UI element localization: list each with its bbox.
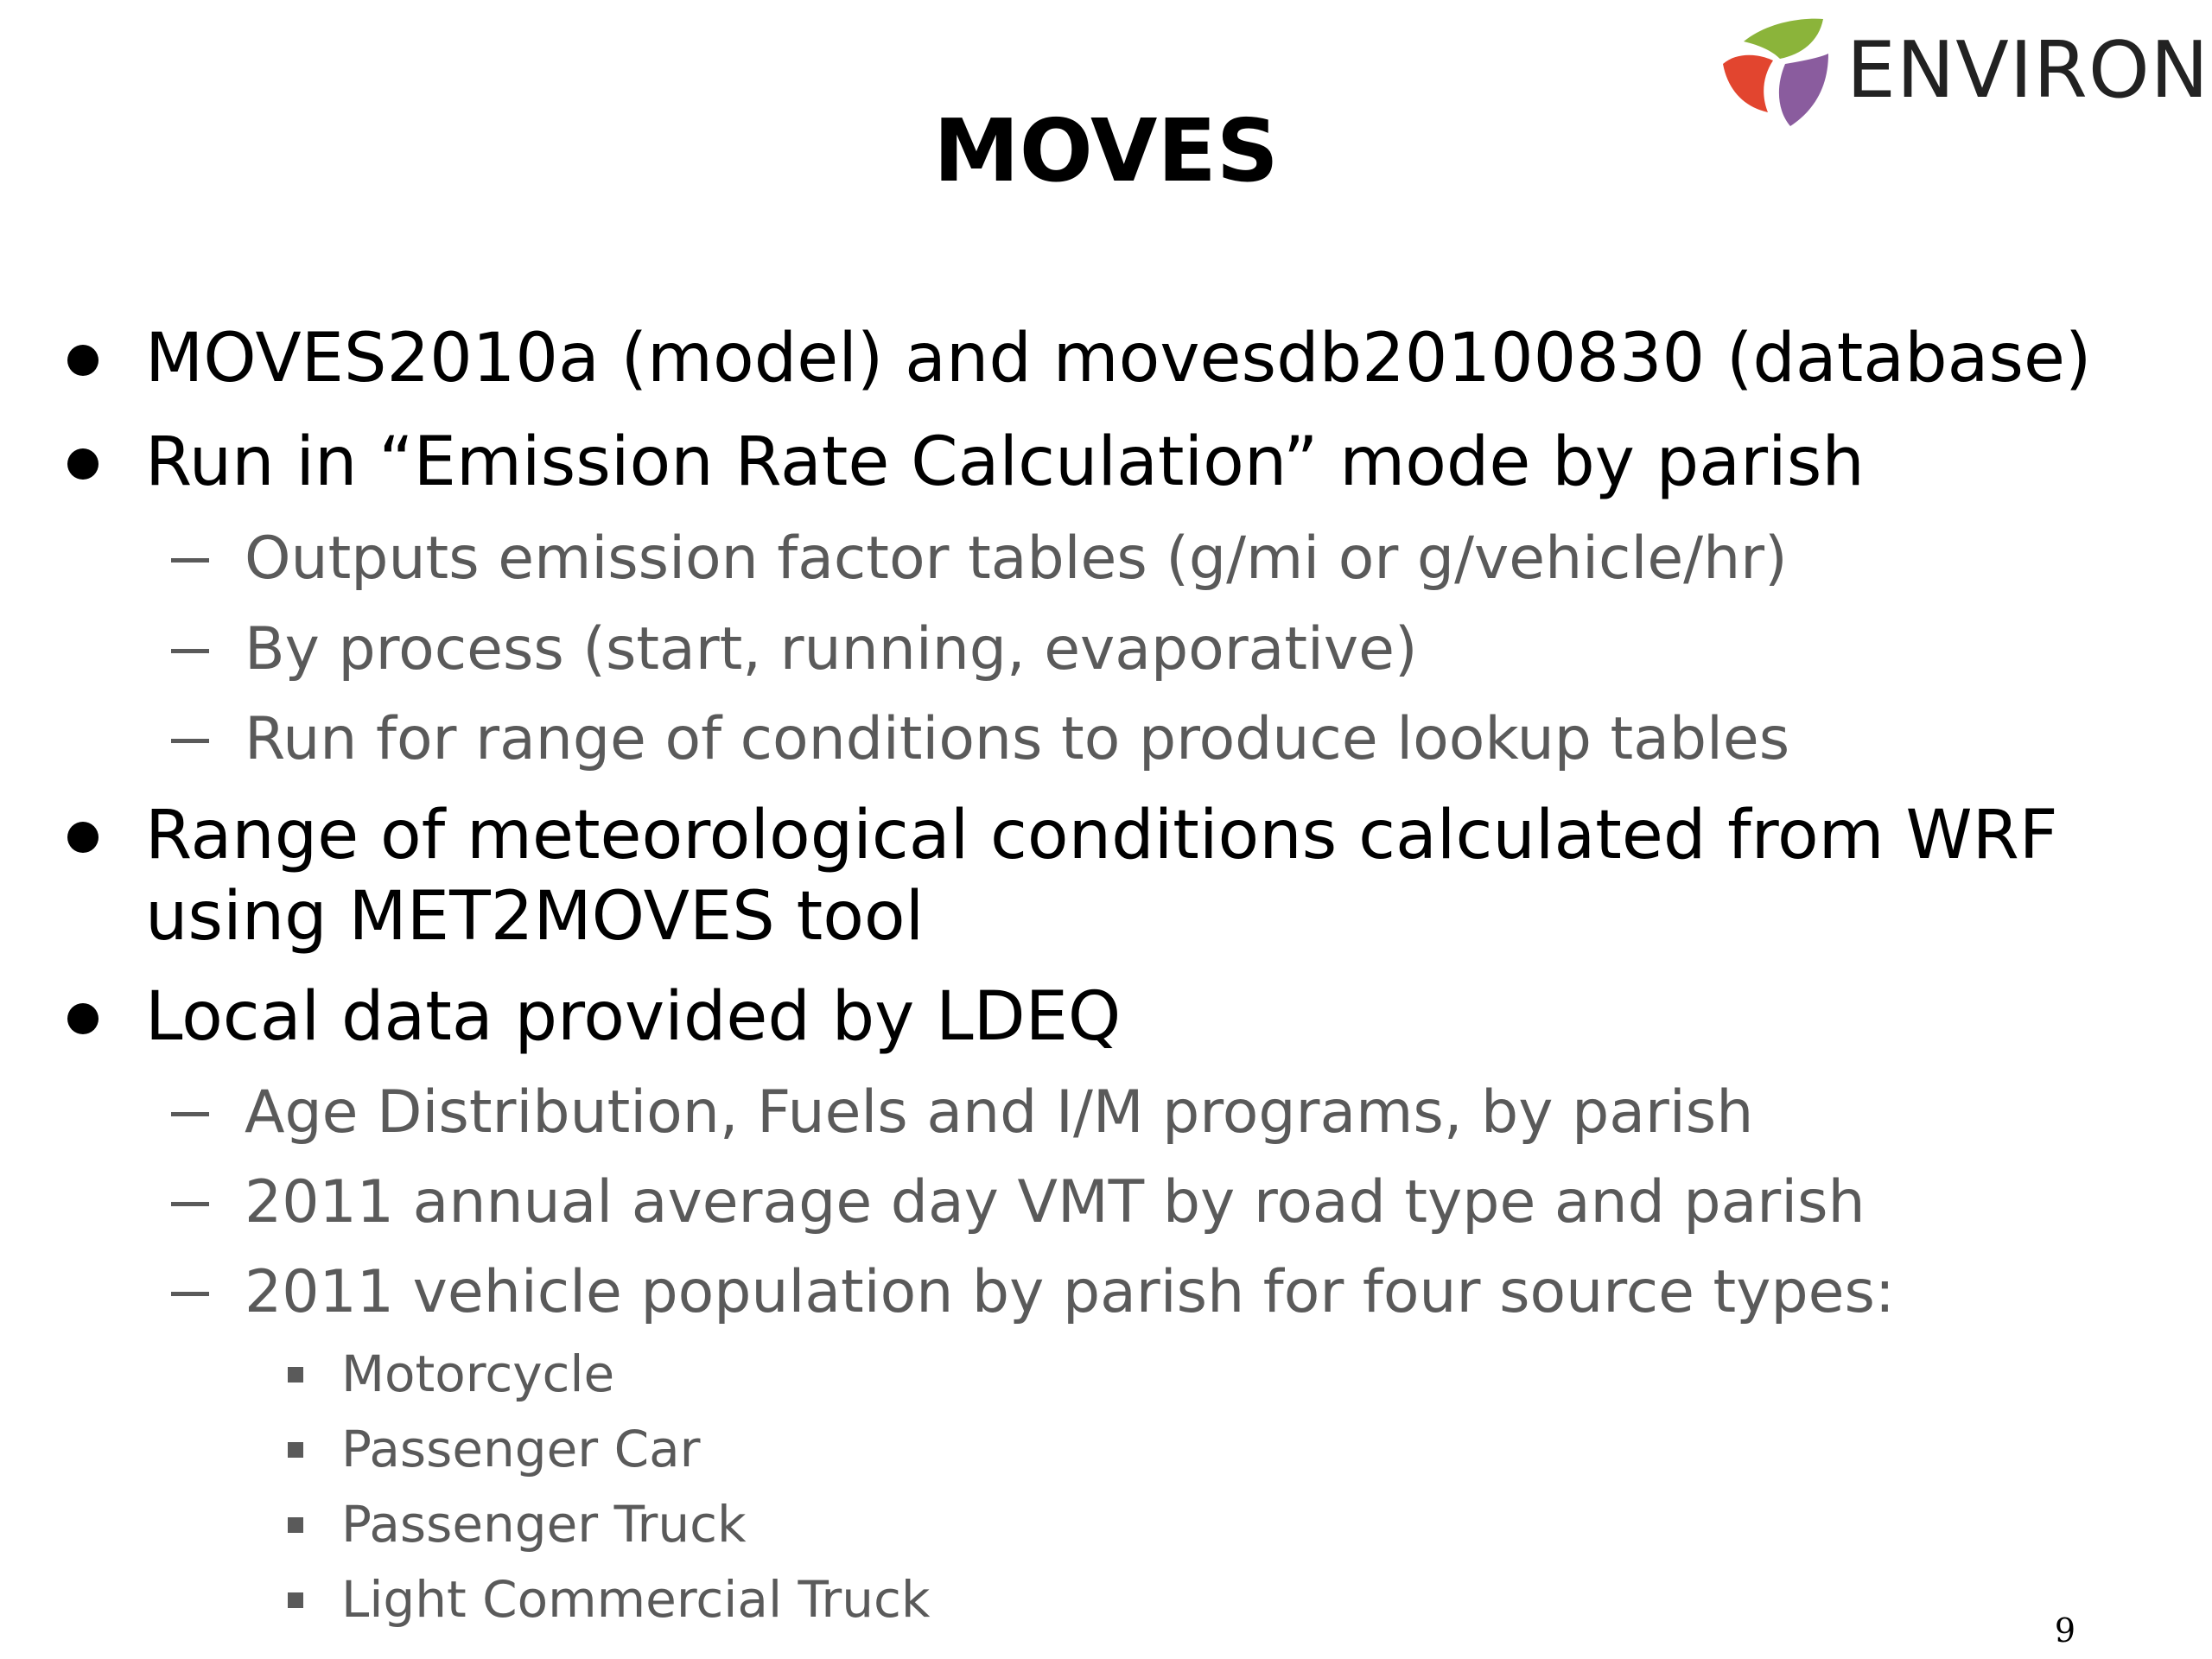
- dash-icon: [171, 1112, 209, 1116]
- sub-bullet-text: Age Distribution, Fuels and I/M programs, by parish: [245, 1078, 1754, 1147]
- source-type-text: Passenger Car: [341, 1420, 701, 1478]
- dash-icon: [171, 649, 209, 653]
- square-bullet-icon: [288, 1367, 303, 1382]
- sub-bullet-item: [245, 614, 2145, 685]
- sub-bullet-item: [245, 1257, 2145, 1328]
- dash-icon: [171, 1292, 209, 1296]
- dash-icon: [171, 739, 209, 743]
- sub-bullet-item: [245, 524, 2145, 594]
- sub-bullet-text: 2011 annual average day VMT by road type and parish: [245, 1168, 1866, 1236]
- dash-icon: [171, 1202, 209, 1206]
- bullet-text-line2: using MET2MOVES tool: [145, 878, 925, 956]
- source-type-text: Passenger Truck: [341, 1495, 747, 1554]
- bullet-dot-icon: [67, 822, 99, 853]
- sub-bullet-item: [245, 1077, 2145, 1148]
- source-type-item: [341, 1569, 1897, 1630]
- square-bullet-icon: [288, 1442, 303, 1458]
- bullet-item: [145, 422, 2133, 503]
- bullet-item: [145, 795, 2133, 876]
- sub-bullet-text: Outputs emission factor tables (g/mi or g/vehicle/hr): [245, 524, 1788, 593]
- bullet-text: MOVES2010a (model) and movesdb20100830 (database): [145, 320, 2092, 397]
- sub-bullet-item: [245, 1167, 2145, 1238]
- sub-bullet-text: 2011 vehicle population by parish for four source types:: [245, 1258, 1895, 1326]
- logo-wordmark: ENVIRON: [1847, 25, 2209, 116]
- source-type-item: [341, 1344, 1897, 1404]
- source-type-text: Motorcycle: [341, 1344, 615, 1403]
- bullet-dot-icon: [67, 1003, 99, 1034]
- dash-icon: [171, 558, 209, 563]
- sub-bullet-item: [245, 704, 2145, 775]
- bullet-text: Local data provided by LDEQ: [145, 978, 1122, 1056]
- page-number: 9: [2054, 1611, 2076, 1649]
- bullet-dot-icon: [67, 345, 99, 376]
- bullet-dot-icon: [67, 448, 99, 480]
- bullet-item-continuation: [145, 876, 2133, 957]
- bullet-item: [145, 318, 2133, 399]
- bullet-item: [145, 976, 2133, 1058]
- sub-bullet-text: By process (start, running, evaporative): [245, 615, 1418, 683]
- source-type-text: Light Commercial Truck: [341, 1570, 931, 1629]
- bullet-text-line1: Range of meteorological conditions calculated from WRF: [145, 797, 2058, 874]
- sub-bullet-text: Run for range of conditions to produce lookup tables: [245, 705, 1790, 773]
- square-bullet-icon: [288, 1592, 303, 1608]
- slide-title: MOVES: [933, 100, 1279, 201]
- source-type-item: [341, 1494, 1897, 1554]
- bullet-text: Run in “Emission Rate Calculation” mode by parish: [145, 423, 1865, 501]
- square-bullet-icon: [288, 1517, 303, 1533]
- source-type-item: [341, 1419, 1897, 1479]
